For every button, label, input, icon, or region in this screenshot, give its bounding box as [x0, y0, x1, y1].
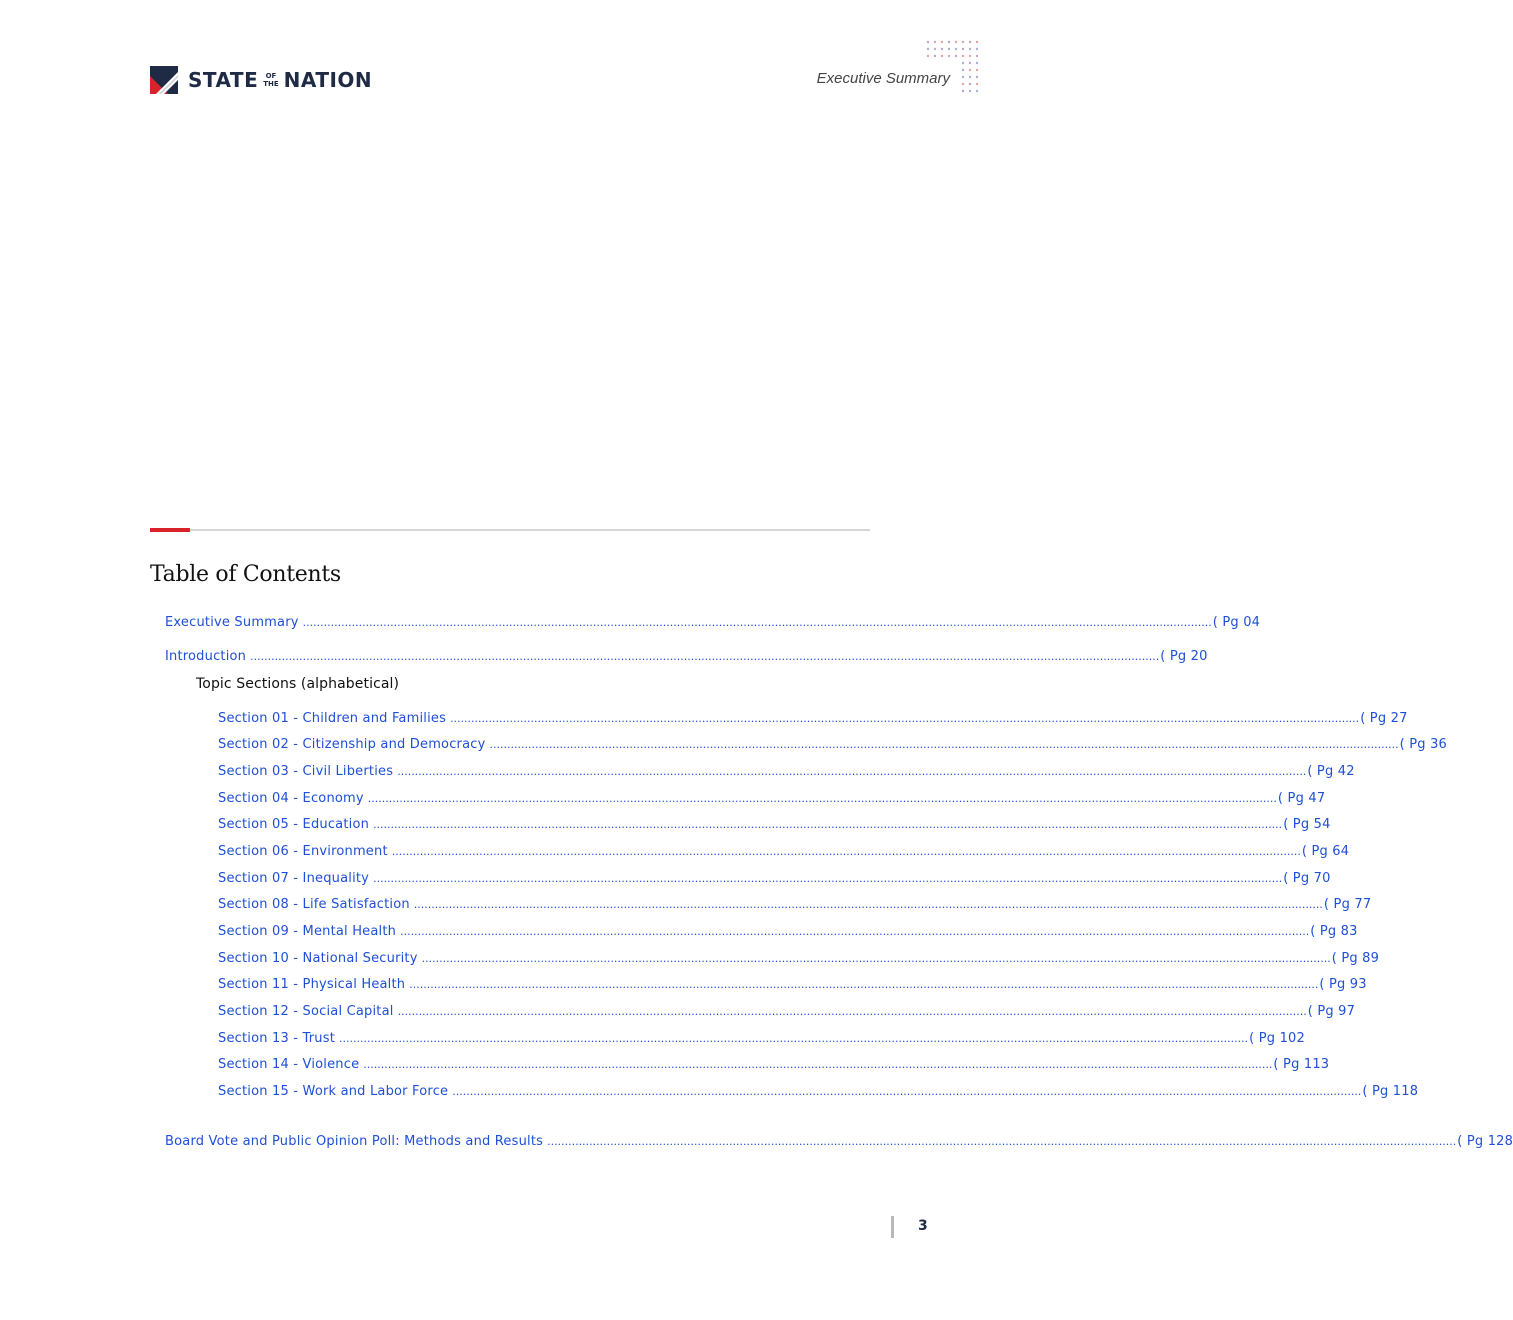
decorative-dot-grid-icon	[924, 38, 984, 98]
toc-entry-label: Executive Summary	[165, 615, 299, 630]
toc-entry-executive-summary[interactable]	[165, 614, 1261, 632]
toc-entry-label: Section 09 - Mental Health	[218, 924, 397, 939]
toc-entry-page: ( Pg 04	[1212, 615, 1261, 630]
dot-leader: ....................................................................................................................................................................................................................................................................	[409, 978, 1319, 991]
divider-red-accent	[150, 528, 190, 532]
footer-divider	[891, 1216, 894, 1238]
toc-entry-label: Section 02 - Citizenship and Democracy	[218, 737, 486, 752]
dot-leader: ....................................................................................................................................................................................................................................................................	[339, 1032, 1249, 1045]
toc-entry-board-vote[interactable]	[165, 1133, 1513, 1151]
toc-entry-section-04[interactable]	[218, 790, 1326, 808]
toc-entry-label: Section 06 - Environment	[218, 844, 388, 859]
brand-word-the: THE	[263, 80, 279, 88]
toc-entry-label: Section 15 - Work and Labor Force	[218, 1084, 449, 1099]
dot-leader: ....................................................................................................................................................................................................................................................................	[421, 952, 1331, 965]
toc-entry-page: ( Pg 47	[1277, 791, 1326, 806]
dot-leader: ....................................................................................................................................................................................................................................................................	[363, 1058, 1273, 1071]
dot-leader: ....................................................................................................................................................................................................................................................................	[450, 712, 1360, 725]
toc-entry-introduction[interactable]	[165, 648, 1208, 666]
header-section-title: Executive Summary	[816, 70, 950, 87]
toc-entry-label: Section 08 - Life Satisfaction	[218, 897, 410, 912]
topic-sections-heading: Topic Sections (alphabetical)	[196, 676, 400, 692]
toc-entry-page: ( Pg 93	[1319, 977, 1367, 992]
toc-entry-section-07[interactable]	[218, 870, 1331, 888]
toc-entry-label: Section 04 - Economy	[218, 791, 364, 806]
toc-entry-section-02[interactable]	[218, 736, 1448, 754]
section-divider	[150, 528, 870, 532]
toc-entry-page: ( Pg 102	[1249, 1031, 1305, 1046]
brand-of-the	[263, 72, 278, 88]
toc-entry-page: ( Pg 97	[1307, 1004, 1356, 1019]
brand-word-nation: NATION	[283, 68, 373, 92]
toc-entry-page: ( Pg 70	[1283, 871, 1331, 886]
toc-entry-section-10[interactable]	[218, 950, 1380, 968]
toc-entry-section-11[interactable]	[218, 976, 1367, 994]
dot-leader: ....................................................................................................................................................................................................................................................................	[250, 650, 1160, 663]
toc-entry-label: Section 12 - Social Capital	[218, 1004, 394, 1019]
dot-leader: ....................................................................................................................................................................................................................................................................	[489, 738, 1399, 751]
flag-logo-icon	[150, 66, 178, 94]
dot-leader: ....................................................................................................................................................................................................................................................................	[397, 1005, 1307, 1018]
toc-entry-section-05[interactable]	[218, 816, 1331, 834]
toc-entry-section-15[interactable]	[218, 1083, 1419, 1101]
toc-entry-page: ( Pg 64	[1301, 844, 1350, 859]
dot-leader: ....................................................................................................................................................................................................................................................................	[397, 765, 1307, 778]
dot-leader: ....................................................................................................................................................................................................................................................................	[452, 1085, 1362, 1098]
divider-grey-line	[150, 529, 870, 531]
toc-entry-label: Section 05 - Education	[218, 817, 370, 832]
brand-word-of: OF	[265, 72, 277, 80]
brand-logo	[150, 66, 372, 94]
dot-leader: ....................................................................................................................................................................................................................................................................	[367, 792, 1277, 805]
page-number: 3	[918, 1218, 928, 1234]
dot-leader: ....................................................................................................................................................................................................................................................................	[547, 1135, 1457, 1148]
toc-entry-section-12[interactable]	[218, 1003, 1356, 1021]
toc-entry-label: Section 03 - Civil Liberties	[218, 764, 394, 779]
toc-entry-page: ( Pg 54	[1283, 817, 1331, 832]
toc-entry-page: ( Pg 113	[1273, 1057, 1330, 1072]
toc-entry-label: Section 14 - Violence	[218, 1057, 360, 1072]
toc-entry-label: Section 07 - Inequality	[218, 871, 370, 886]
toc-entry-page: ( Pg 118	[1362, 1084, 1419, 1099]
toc-entry-section-06[interactable]	[218, 843, 1350, 861]
brand-word-state: STATE	[188, 68, 259, 92]
toc-entry-page: ( Pg 89	[1331, 951, 1380, 966]
toc-entry-page: ( Pg 77	[1323, 897, 1372, 912]
toc-entry-page: ( Pg 20	[1160, 649, 1208, 664]
toc-entry-page: ( Pg 83	[1310, 924, 1358, 939]
toc-heading: Table of Contents	[150, 562, 341, 587]
toc-entry-section-03[interactable]	[218, 763, 1355, 781]
toc-entry-page: ( Pg 27	[1360, 711, 1408, 726]
toc-entry-label: Section 13 - Trust	[218, 1031, 336, 1046]
toc-entry-section-13[interactable]	[218, 1030, 1305, 1048]
toc-entry-page: ( Pg 42	[1307, 764, 1355, 779]
dot-leader: ....................................................................................................................................................................................................................................................................	[400, 925, 1310, 938]
toc-entry-section-09[interactable]	[218, 923, 1358, 941]
toc-entry-section-01[interactable]	[218, 710, 1408, 728]
toc-entry-label: Section 11 - Physical Health	[218, 977, 406, 992]
toc-entry-section-14[interactable]	[218, 1056, 1330, 1074]
dot-leader: ....................................................................................................................................................................................................................................................................	[373, 872, 1283, 885]
dot-leader: ....................................................................................................................................................................................................................................................................	[391, 845, 1301, 858]
toc-entry-label: Introduction	[165, 649, 247, 664]
dot-leader: ....................................................................................................................................................................................................................................................................	[302, 616, 1212, 629]
dot-leader: ....................................................................................................................................................................................................................................................................	[413, 898, 1323, 911]
toc-entry-label: Section 01 - Children and Families	[218, 711, 447, 726]
toc-entry-label: Board Vote and Public Opinion Poll: Methods and Results	[165, 1134, 544, 1149]
toc-entry-label: Section 10 - National Security	[218, 951, 418, 966]
dot-leader: ....................................................................................................................................................................................................................................................................	[373, 818, 1283, 831]
toc-entry-page: ( Pg 128	[1457, 1134, 1513, 1149]
toc-entry-section-08[interactable]	[218, 896, 1372, 914]
toc-entry-page: ( Pg 36	[1399, 737, 1448, 752]
